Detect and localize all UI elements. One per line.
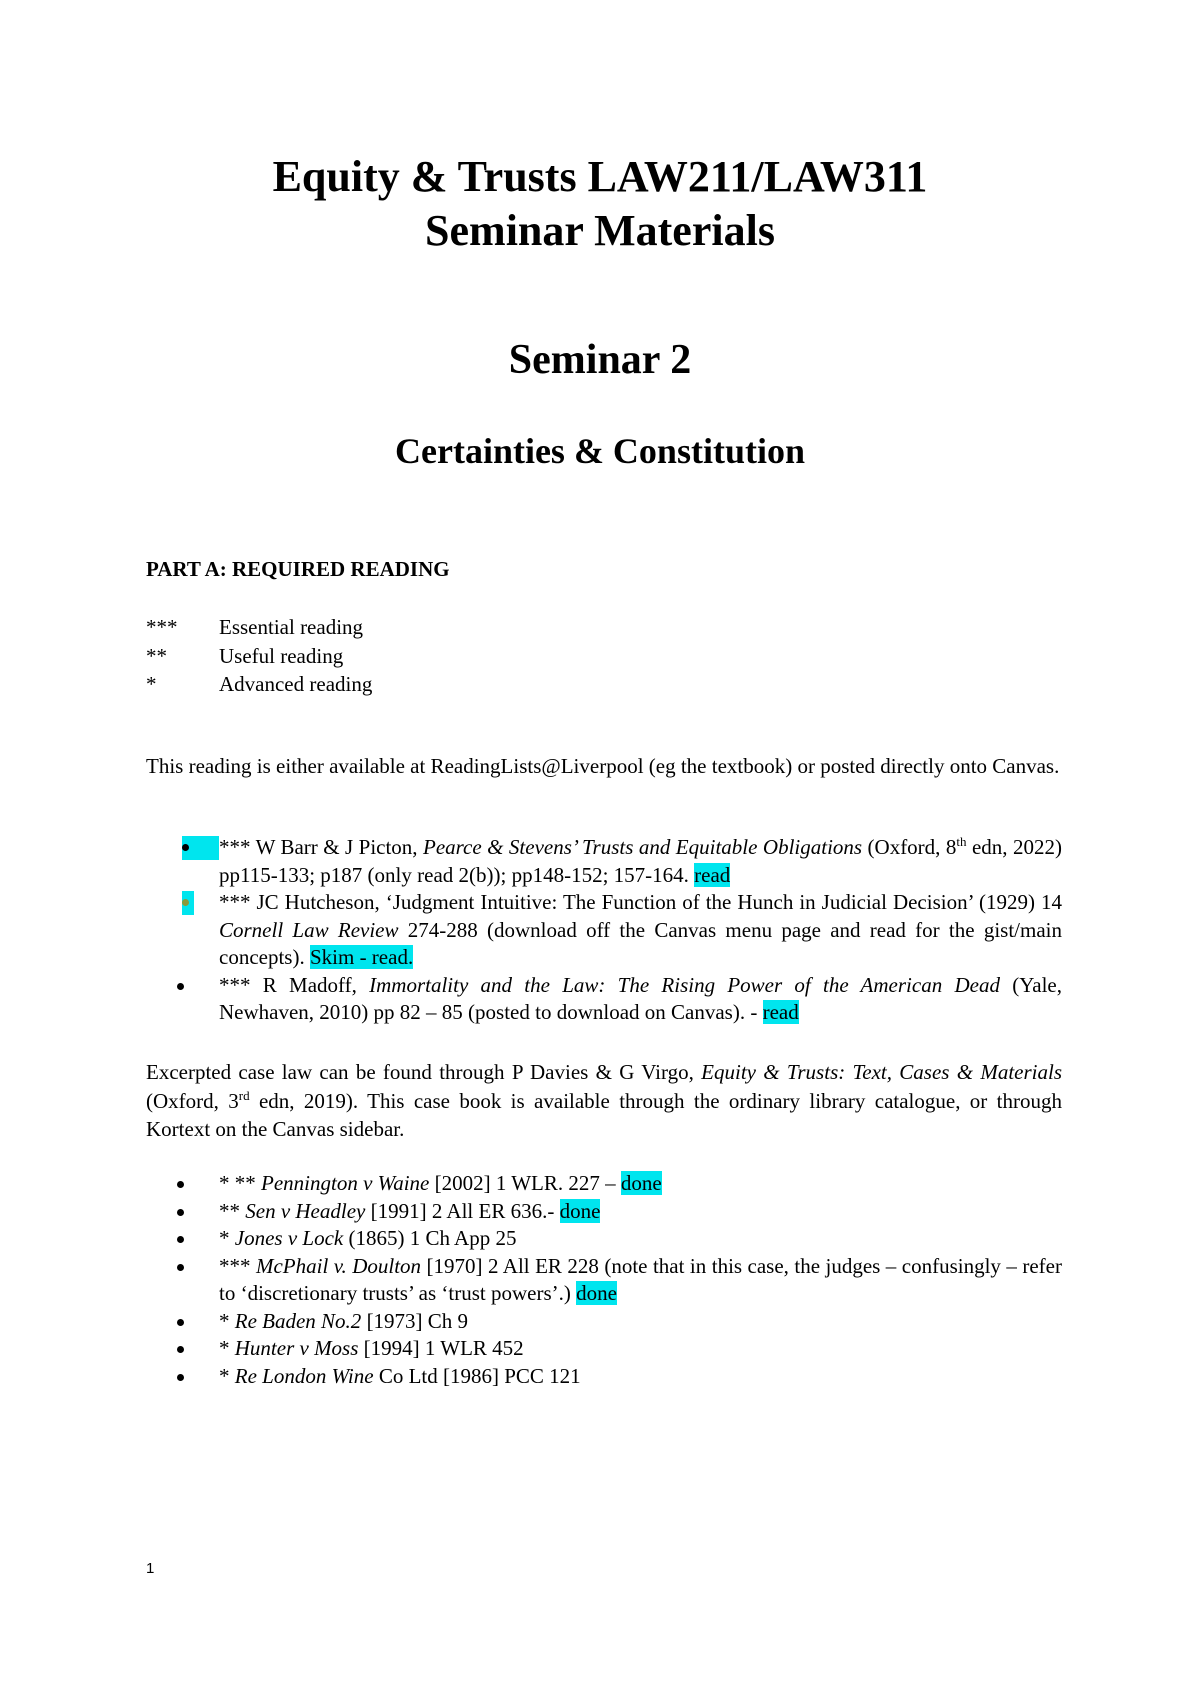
paragraph-text: edn, 2019). This case book is available through the ordinary library catalogue, or through Kortext on the Canvas sidebar. <box>146 1088 1062 1141</box>
status-note: read <box>762 1000 799 1024</box>
case-stars: * ** <box>219 1171 261 1195</box>
case-name: McPhail v. Doulton <box>255 1253 422 1278</box>
reading-legend <box>146 613 1062 699</box>
reading-text: *** JC Hutcheson, ‘Judgment Intuitive: The Function of the Hunch in Judicial Decision’ (1929) 14 <box>219 890 1062 914</box>
case-item <box>146 1225 1062 1253</box>
reading-text: (Oxford, 8 <box>862 835 957 859</box>
superscript: th <box>956 834 967 849</box>
status-note: done <box>620 1171 662 1195</box>
case-citation: [1973] Ch 9 <box>361 1308 469 1333</box>
document-title <box>0 150 1200 258</box>
bullet-icon <box>177 1264 184 1271</box>
legend-row <box>146 670 1062 699</box>
legend-stars: * <box>146 672 157 696</box>
bullet-icon <box>177 1181 184 1188</box>
reading-text: (Yale, Newhaven, 2010) pp 82 – 85 (posted to download on Canvas). - <box>219 972 1062 1024</box>
case-citation: [1991] 2 All ER 636.- <box>365 1198 560 1223</box>
case-citation: [2002] 1 WLR. 227 – <box>429 1171 621 1195</box>
reading-text: *** R Madoff, <box>219 972 370 997</box>
list-item <box>146 972 1062 1027</box>
bullet-icon <box>177 1319 184 1326</box>
reading-list <box>146 834 1062 1027</box>
legend-stars: ** <box>146 643 167 668</box>
reading-text: edn, 2022) pp115-133; p187 (only read 2(b)); pp148-152; 157-164. <box>219 835 1062 887</box>
case-stars: * <box>219 1308 235 1333</box>
bullet-icon <box>177 1346 184 1353</box>
bullet-icon <box>182 844 189 851</box>
case-name: Jones v Lock <box>234 1226 344 1250</box>
paragraph-text: Excerpted case law can be found through P Davies & G Virgo, <box>146 1060 702 1084</box>
case-citation: (1865) 1 Ch App 25 <box>343 1226 517 1250</box>
case-citation: Co Ltd [1986] PCC 121 <box>373 1363 581 1388</box>
status-note: done <box>559 1198 601 1223</box>
list-item <box>146 834 1062 889</box>
case-name: Re Baden No.2 <box>234 1308 362 1333</box>
case-item <box>146 1198 1062 1226</box>
status-note: Skim - read. <box>309 945 414 969</box>
book-title: Immortality and the Law: The Rising Power of the American Dead <box>369 972 1000 997</box>
case-name: Re London Wine <box>234 1363 374 1388</box>
case-stars: *** <box>219 1253 256 1278</box>
intro-paragraph: This reading is either available at ReadingLists@Liverpool (eg the textbook) or posted directly onto Canvas. <box>146 754 1060 778</box>
reading-text: 274-288 (download off the Canvas menu page and read for the gist/main concepts). <box>219 917 1062 969</box>
superscript: rd <box>238 1087 250 1103</box>
legend-label: Useful reading <box>219 643 344 668</box>
case-item <box>146 1363 1062 1391</box>
case-item <box>146 1170 1062 1198</box>
journal-title: Cornell Law Review <box>219 917 399 942</box>
part-a-heading: PART A: REQUIRED READING <box>146 557 450 581</box>
case-item <box>146 1335 1062 1363</box>
reading-text: *** W Barr & J Picton, <box>219 835 424 859</box>
legend-row <box>146 642 1062 671</box>
list-item <box>146 889 1062 972</box>
page-number: 1 <box>146 1560 155 1577</box>
bullet-icon <box>177 1209 184 1216</box>
status-note: done <box>576 1281 617 1305</box>
book-title: Pearce & Stevens’ Trusts and Equitable Obligations <box>423 835 863 859</box>
topic-heading: Certainties & Constitution <box>395 431 805 471</box>
bullet-icon <box>182 899 189 906</box>
legend-stars: *** <box>146 615 178 639</box>
paragraph-text: (Oxford, 3 <box>146 1088 239 1113</box>
status-note: read <box>694 862 731 887</box>
case-stars: * <box>219 1336 235 1360</box>
legend-label: Essential reading <box>219 615 364 639</box>
bullet-icon <box>177 1236 184 1243</box>
case-stars: ** <box>219 1198 246 1223</box>
case-name: Sen v Headley <box>245 1198 366 1223</box>
title-line-2: Seminar Materials <box>425 206 775 255</box>
case-name: Hunter v Moss <box>234 1336 359 1360</box>
case-citation: [1970] 2 All ER 228 (note that in this case, the judges – confusingly – refer to ‘discretionary trusts’ as ‘trust powers’.) <box>219 1253 1062 1305</box>
book-title: Equity & Trusts: Text, Cases & Materials <box>701 1060 1062 1084</box>
case-list <box>146 1170 1062 1390</box>
bullet-icon <box>177 983 184 990</box>
case-item <box>146 1308 1062 1336</box>
case-item <box>146 1253 1062 1308</box>
seminar-heading: Seminar 2 <box>508 337 692 383</box>
case-name: Pennington v Waine <box>261 1171 430 1195</box>
case-stars: * <box>219 1363 235 1388</box>
legend-row <box>146 613 1062 642</box>
bullet-icon <box>177 1374 184 1381</box>
legend-label: Advanced reading <box>219 672 373 696</box>
case-stars: * <box>219 1226 235 1250</box>
case-citation: [1994] 1 WLR 452 <box>358 1336 524 1360</box>
title-line-1: Equity & Trusts LAW211/LAW311 <box>272 152 928 201</box>
case-law-paragraph <box>146 1058 1062 1144</box>
